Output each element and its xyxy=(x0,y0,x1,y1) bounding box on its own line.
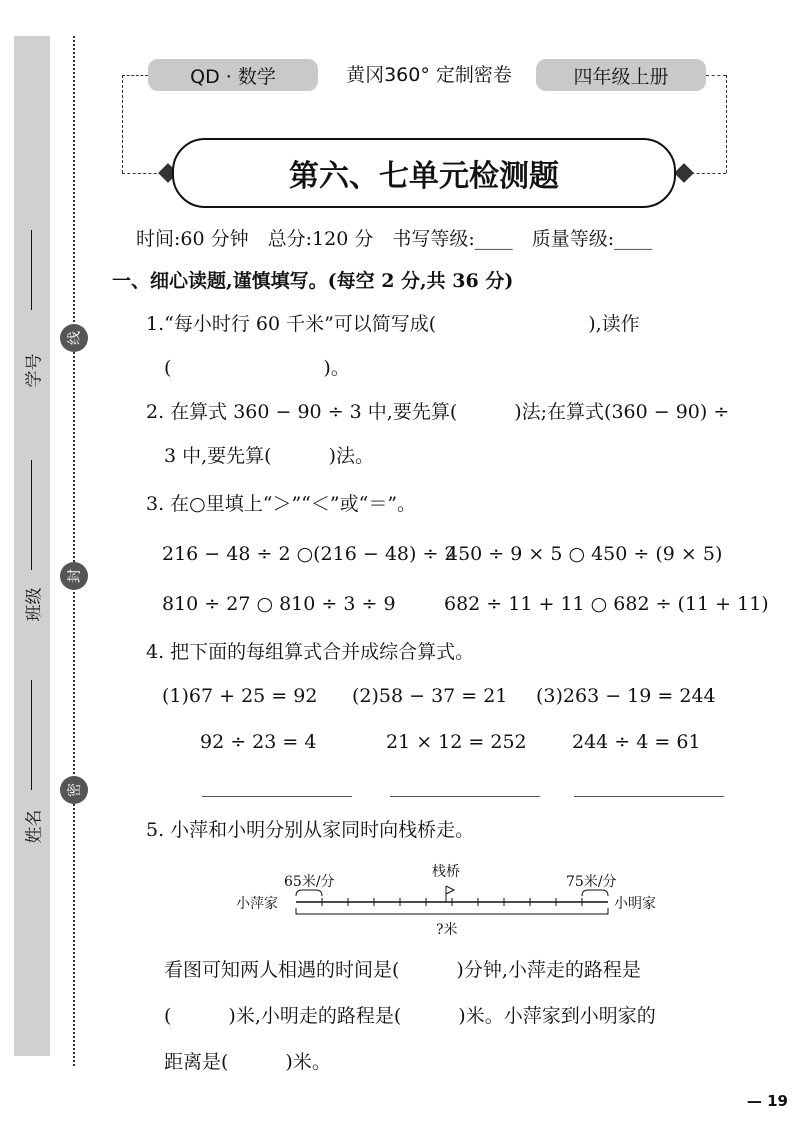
section-1-heading: 一、细心读题,谨慎填写。(每空 2 分,共 36 分) xyxy=(112,270,514,292)
q4-item-1b: 92 ÷ 23 = 4 xyxy=(200,731,317,753)
title-diamond-right xyxy=(674,163,694,183)
student-id-label: 学号 xyxy=(24,353,45,387)
q3-item-d: 682 ÷ 11 + 11 ○ 682 ÷ (11 + 11) xyxy=(444,593,769,615)
grade-pill: 四年级上册 xyxy=(536,59,706,91)
header-dash-left xyxy=(122,75,148,76)
header-dash-left-bottom xyxy=(122,173,162,174)
q5-line-1: 5. 小萍和小明分别从家同时向栈桥走。 xyxy=(146,819,475,841)
q4-answer-line-1 xyxy=(202,796,352,797)
q2-line-1: 2. 在算式 360 − 90 ÷ 3 中,要先算( )法;在算式(360 − 90) ÷ xyxy=(146,401,730,423)
binding-strip xyxy=(14,36,50,1056)
q3-item-b: 450 ÷ 9 × 5 ○ 450 ÷ (9 × 5) xyxy=(446,543,723,565)
left-speed-bracket xyxy=(296,890,322,896)
cut-mark-seal: 封 xyxy=(60,562,88,590)
distance-bracket xyxy=(296,908,608,914)
header-dash-left-v xyxy=(122,75,123,173)
right-speed-label: 75米/分 xyxy=(566,874,617,890)
left-speed-label: 65米/分 xyxy=(284,874,335,890)
q4-item-3b: 244 ÷ 4 = 61 xyxy=(572,731,701,753)
name-label: 姓名 xyxy=(24,809,45,843)
page-title: 第六、七单元检测题 xyxy=(172,138,676,208)
q4-item-2b: 21 × 12 = 252 xyxy=(386,731,527,753)
q5-line-3: ( )米,小明走的路程是( )米。小萍家到小明家的 xyxy=(164,1005,656,1027)
cut-mark-dense: 密 xyxy=(60,776,88,804)
header-dash-right-v xyxy=(726,75,727,173)
q4-answer-line-3 xyxy=(574,796,724,797)
distance-label: ?米 xyxy=(436,922,458,938)
q3-item-c: 810 ÷ 27 ○ 810 ÷ 3 ÷ 9 xyxy=(162,593,396,615)
subject-pill: QD · 数学 xyxy=(148,59,318,91)
q5-line-4: 距离是( )米。 xyxy=(164,1051,331,1073)
q4-item-1a: (1)67 + 25 = 92 xyxy=(162,685,318,707)
meeting-diagram xyxy=(230,856,670,942)
class-line xyxy=(31,460,32,570)
exam-meta: 时间:60 分钟 总分:120 分 书写等级:____ 质量等级:____ xyxy=(136,228,653,250)
series-title: 黄冈360° 定制密卷 xyxy=(346,64,512,86)
q3-line-1: 3. 在○里填上“＞”“＜”或“＝”。 xyxy=(146,493,417,515)
class-label: 班级 xyxy=(24,587,45,621)
student-id-line xyxy=(31,230,32,310)
q1-line-1: 1.“每小时行 60 千米”可以简写成( ),读作 xyxy=(146,313,640,335)
bridge-flag xyxy=(446,886,454,894)
cut-mark-line: 线 xyxy=(60,324,88,352)
q5-line-2: 看图可知两人相遇的时间是( )分钟,小萍走的路程是 xyxy=(164,959,641,981)
page-number: — 19 xyxy=(746,1092,788,1110)
class-label-box xyxy=(14,574,50,634)
right-speed-bracket xyxy=(582,890,608,896)
left-home-label: 小萍家 xyxy=(236,896,278,912)
q4-answer-line-2 xyxy=(390,796,540,797)
q4-item-3a: (3)263 − 19 = 244 xyxy=(536,685,716,707)
name-line xyxy=(31,680,32,790)
q2-line-2: 3 中,要先算( )法。 xyxy=(164,445,374,467)
q3-item-a: 216 − 48 ÷ 2 ○(216 − 48) ÷ 2 xyxy=(162,543,457,565)
student-id-label-box xyxy=(14,340,50,400)
q4-item-2a: (2)58 − 37 = 21 xyxy=(352,685,508,707)
right-home-label: 小明家 xyxy=(614,896,656,912)
name-label-box xyxy=(14,796,50,856)
q4-line-1: 4. 把下面的每组算式合并成综合算式。 xyxy=(146,641,475,663)
bridge-label: 栈桥 xyxy=(432,864,460,880)
header-dash-right xyxy=(706,75,726,76)
q1-line-2: ( )。 xyxy=(164,357,350,379)
cut-line xyxy=(73,36,75,1066)
